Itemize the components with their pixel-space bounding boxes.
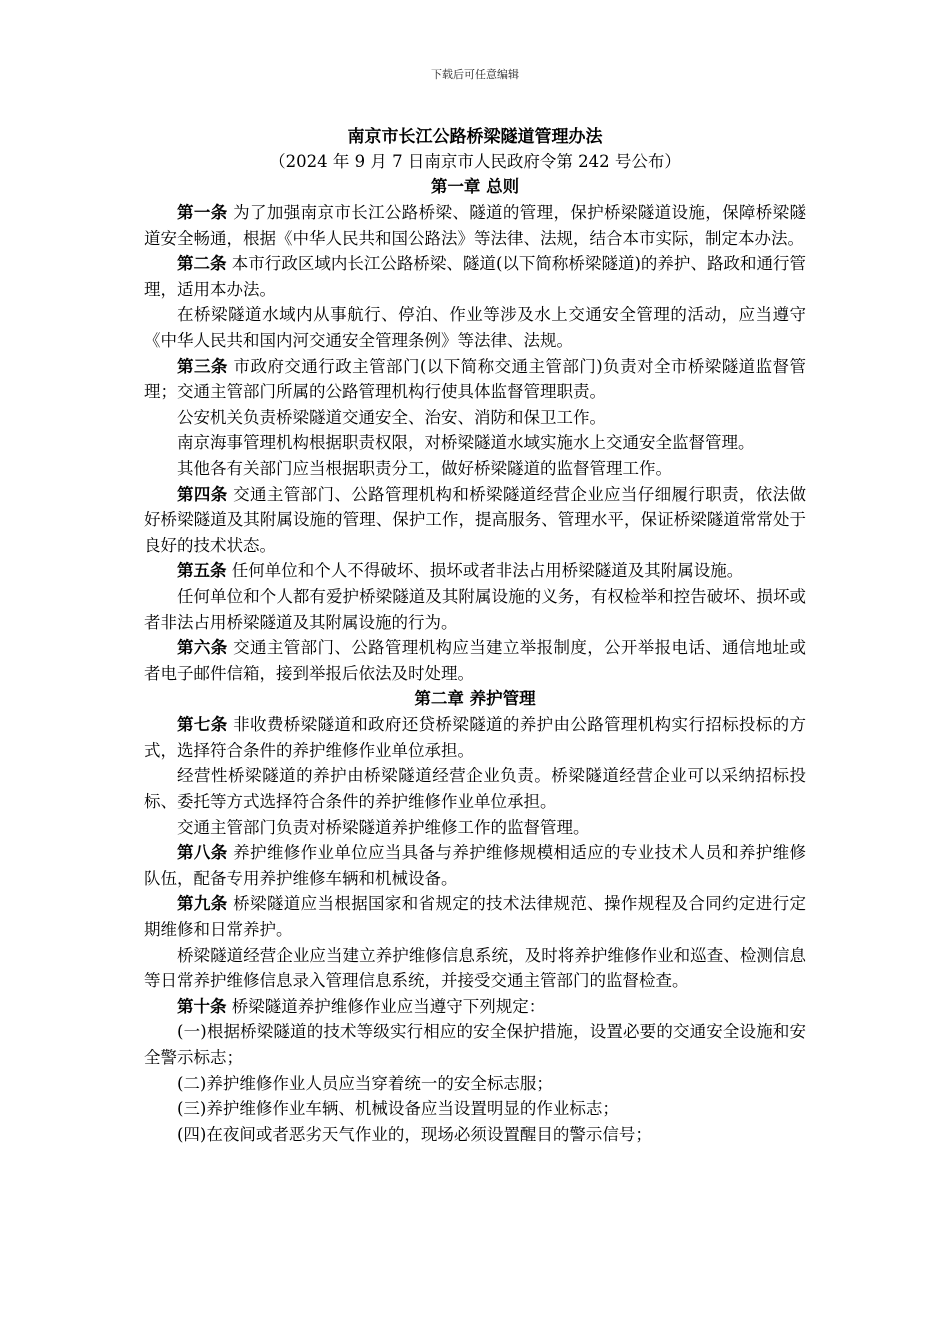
paragraph-text: (二)养护维修作业人员应当穿着统一的安全标志服； bbox=[177, 1073, 553, 1093]
paragraph bbox=[144, 1122, 806, 1148]
article-number: 第十条 bbox=[177, 996, 227, 1016]
paragraph-text: 桥梁隧道养护维修作业应当遵守下列规定： bbox=[226, 996, 546, 1016]
article-paragraph bbox=[144, 712, 806, 763]
article-paragraph bbox=[144, 200, 806, 251]
article-number: 第九条 bbox=[177, 894, 228, 914]
paragraph-text: (三)养护维修作业车辆、机械设备应当设置明显的作业标志； bbox=[177, 1099, 619, 1119]
article-paragraph bbox=[144, 840, 806, 891]
paragraph-text: 交通主管部门、公路管理机构和桥梁隧道经营企业应当仔细履行职责，依法做好桥梁隧道及其附属设施的管理、保护工作，提高服务、管理水平，保证桥梁隧道常常处于良好的技术状态。 bbox=[144, 484, 806, 555]
article-number: 第一条 bbox=[177, 203, 228, 222]
paragraph bbox=[144, 456, 806, 482]
document-title: 南京市长江公路桥梁隧道管理办法 bbox=[347, 127, 603, 147]
chapter-heading: 第二章 养护管理 bbox=[414, 689, 536, 709]
paragraph-text: 其他各有关部门应当根据职责分工，做好桥梁隧道的监督管理工作。 bbox=[177, 458, 672, 478]
paragraph-text: 非收费桥梁隧道和政府还贷桥梁隧道的养护由公路管理机构实行招标投标的方式，选择符合条件的养护维修作业单位承担。 bbox=[144, 715, 806, 760]
document-subtitle: （2024 年 9 月 7 日南京市人民政府令第 242 号公布） bbox=[269, 152, 681, 171]
article-paragraph bbox=[144, 635, 806, 686]
paragraph-text: 桥梁隧道应当根据国家和省规定的技术法律规范、操作规程及合同约定进行定期维修和日常养护。 bbox=[144, 894, 806, 940]
article-number: 第六条 bbox=[177, 638, 228, 658]
header-note: 下载后可任意编辑 bbox=[431, 68, 519, 81]
paragraph-text: 桥梁隧道经营企业应当建立养护维修信息系统，及时将养护维修作业和巡查、检测信息等日常养护维修信息录入管理信息系统，并接受交通主管部门的监督检查。 bbox=[144, 945, 806, 991]
paragraph-text: 任何单位和个人都有爱护桥梁隧道及其附属设施的义务，有权检举和控告破坏、损坏或者非法占用桥梁隧道及其附属设施的行为。 bbox=[144, 586, 806, 632]
paragraph-text: 交通主管部门负责对桥梁隧道养护维修工作的监督管理。 bbox=[177, 817, 590, 837]
article-number: 第五条 bbox=[177, 561, 227, 581]
article-paragraph bbox=[144, 994, 806, 1020]
article-paragraph bbox=[144, 354, 806, 405]
paragraph-text: 为了加强南京市长江公路桥梁、隧道的管理，保护桥梁隧道设施，保障桥梁隧道安全畅通，根据《中华人民共和国公路法》等法律、法规，结合本市实际，制定本办法。 bbox=[144, 203, 806, 248]
article-number: 第二条 bbox=[177, 254, 227, 274]
article-number: 第三条 bbox=[177, 356, 228, 376]
document-body bbox=[144, 124, 806, 1147]
paragraph bbox=[144, 763, 806, 814]
article-paragraph bbox=[144, 558, 806, 584]
article-paragraph bbox=[144, 891, 806, 942]
paragraph bbox=[144, 1019, 806, 1070]
paragraph-text: 在桥梁隧道水域内从事航行、停泊、作业等涉及水上交通安全管理的活动，应当遵守《中华人民共和国内河交通安全管理条例》等法律、法规。 bbox=[144, 305, 806, 350]
article-number: 第八条 bbox=[177, 843, 228, 863]
chapter-heading: 第一章 总则 bbox=[430, 177, 520, 196]
paragraph-text: 公安机关负责桥梁隧道交通安全、治安、消防和保卫工作。 bbox=[177, 407, 606, 427]
paragraph-text: 南京海事管理机构根据职责权限，对桥梁隧道水域实施水上交通安全监督管理。 bbox=[177, 433, 755, 453]
paragraph bbox=[144, 584, 806, 635]
paragraph bbox=[144, 302, 806, 353]
article-paragraph bbox=[144, 251, 806, 302]
paragraph-text: 经营性桥梁隧道的养护由桥梁隧道经营企业负责。桥梁隧道经营企业可以采纳招标投标、委托等方式选择符合条件的养护维修作业单位承担。 bbox=[144, 766, 806, 812]
article-number: 第七条 bbox=[177, 715, 228, 735]
paragraph-text: 养护维修作业单位应当具备与养护维修规模相适应的专业技术人员和养护维修队伍，配备专用养护维修车辆和机械设备。 bbox=[144, 843, 806, 888]
paragraph bbox=[144, 430, 806, 456]
paragraph bbox=[144, 943, 806, 994]
paragraph bbox=[144, 1071, 806, 1097]
paragraph-text: 市政府交通行政主管部门(以下简称交通主管部门)负责对全市桥梁隧道监督管理；交通主管部门所属的公路管理机构行使具体监督管理职责。 bbox=[144, 356, 807, 402]
paragraph-text: (一)根据桥梁隧道的技术等级实行相应的安全保护措施，设置必要的交通安全设施和安全警示标志； bbox=[144, 1022, 806, 1067]
article-paragraph bbox=[144, 482, 806, 559]
paragraph-text: 本市行政区域内长江公路桥梁、隧道(以下简称桥梁隧道)的养护、路政和通行管理，适用本办法。 bbox=[144, 254, 806, 299]
document-blocks bbox=[144, 174, 806, 1147]
paragraph-text: 交通主管部门、公路管理机构应当建立举报制度，公开举报电话、通信地址或者电子邮件信箱，接到举报后依法及时处理。 bbox=[144, 638, 806, 683]
paragraph-text: (四)在夜间或者恶劣天气作业的，现场必须设置醒目的警示信号； bbox=[177, 1124, 652, 1144]
paragraph bbox=[144, 1096, 806, 1122]
paragraph bbox=[144, 815, 806, 841]
paragraph bbox=[144, 405, 806, 431]
paragraph-text: 任何单位和个人不得破坏、损坏或者非法占用桥梁隧道及其附属设施。 bbox=[226, 561, 744, 581]
article-number: 第四条 bbox=[177, 484, 228, 504]
